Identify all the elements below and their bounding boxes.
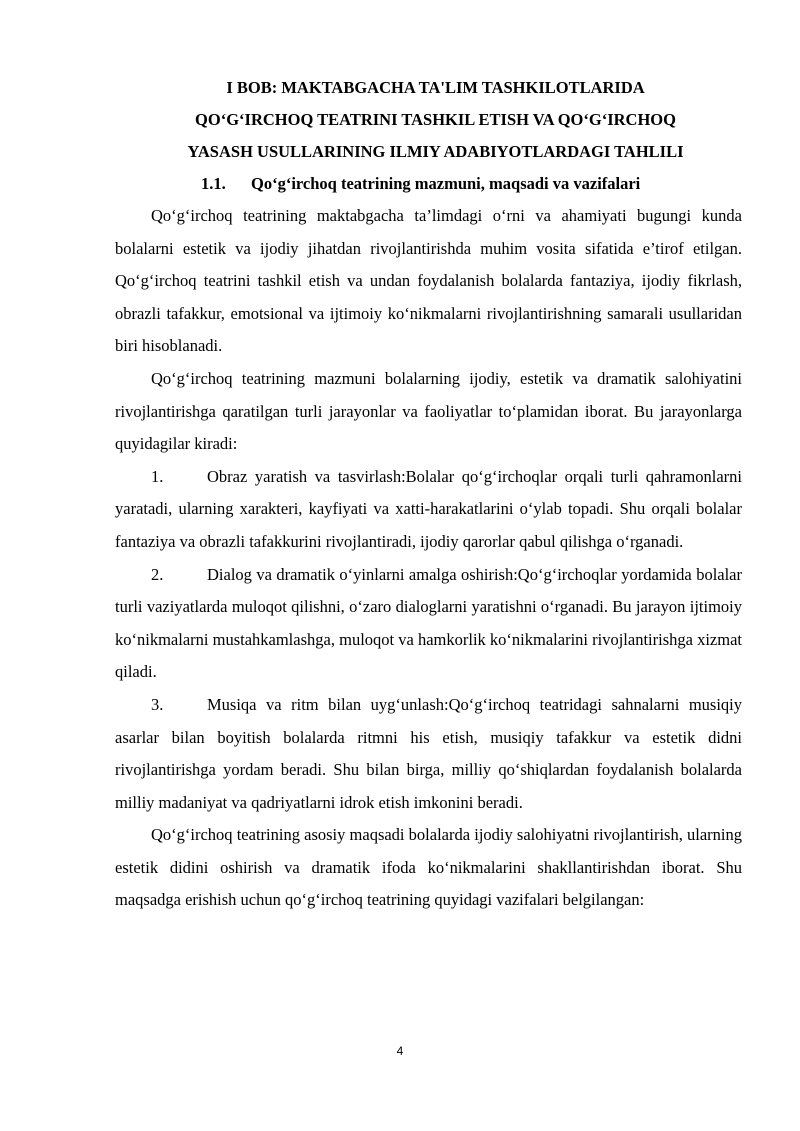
page-number: 4 — [396, 1044, 404, 1058]
list-item-text: Dialog va dramatik o‘yinlarni amalga oshirish:Qo‘g‘irchoqlar yordamida bolalar turli vaziyatlarda muloqot qilishni, o‘zaro dialoglarni yaratishni o‘rganadi. Bu jarayon ijtimoiy ko‘nikmalarni mustahkamlashga, muloqot va hamkorlik ko‘nikmalarini rivojlantirishga xizmat qiladi. — [115, 564, 742, 682]
section-title-text: Qo‘g‘irchoq teatrining mazmuni, maqsadi va vazifalari — [251, 174, 641, 193]
paragraph-intro: Qo‘g‘irchoq teatrining maktabgacha ta’limdagi o‘rni va ahamiyati bugungi kunda bolalarni estetik va ijodiy jihatdan rivojlantirishda muhim vosita sifatida e’tirof etilgan. Qo‘g‘irchoq teatrini tashkil etish va undan foydalanish bolalarda fantaziya, ijodiy fikrlash, obrazli tafakkur, emotsional va ijtimoiy ko‘nikmalarni rivojlantirishning samarali usullaridan biri hisoblanadi. — [115, 206, 742, 356]
chapter-title-line-1: I BOB: MAKTABGACHA TA'LIM TASHKILOTLARIDA — [226, 78, 645, 97]
list-item-text: Obraz yaratish va tasvirlash:Bolalar qo‘g‘irchoqlar orqali turli qahramonlarni yaratadi, ularning xarakteri, kayfiyati va xatti-harakatlarini o‘ylab topadi. Shu orqali bolalar fantaziya va obrazli tafakkurini rivojlantiradi, ijodiy qarorlar qabul qilishga o‘rganadi. — [115, 466, 742, 551]
chapter-title-line-2: QO‘G‘IRCHOQ TEATRINI TASHKIL ETISH VA QO‘G‘IRCHOQ — [195, 110, 676, 129]
paragraph-goal: Qo‘g‘irchoq teatrining asosiy maqsadi bolalarda ijodiy salohiyatni rivojlantirish, ularning estetik didini oshirish va dramatik ifoda ko‘nikmalarini shakllantirishdan iborat. Shu maqsadga erishish uchun qo‘g‘irchoq teatrining quyidagi vazifalari belgilangan: — [115, 825, 742, 910]
document-page — [115, 72, 742, 917]
chapter-title — [115, 72, 742, 168]
chapter-title-line-3: YASASH USULLARINING ILMIY ADABIYOTLARDAGI TAHLILI — [187, 142, 684, 161]
section-title — [115, 168, 742, 200]
list-item-number: 1. — [151, 466, 164, 486]
list-item-number: 3. — [151, 694, 164, 714]
list-item — [115, 461, 742, 559]
paragraph-content: Qo‘g‘irchoq teatrining mazmuni bolalarning ijodiy, estetik va dramatik salohiyatini rivojlantirishga qaratilgan turli jarayonlar va faoliyatlar to‘plamidan iborat. Bu jarayonlarga quyidagilar kiradi: — [115, 368, 742, 454]
list-item-number: 2. — [151, 564, 164, 584]
list-item — [115, 689, 742, 819]
section-number: 1.1. — [201, 174, 226, 193]
list-item — [115, 559, 742, 689]
list-item-text: Musiqa va ritm bilan uyg‘unlash:Qo‘g‘irchoq teatridagi sahnalarni musiqiy asarlar bilan boyitish bolalarda ritmni his etish, musiqiy tafakkur va estetik didni rivojlantirishga yordam beradi. Shu bilan birga, milliy qo‘shiqlardan foydalanish bolalarda milliy madaniyat va qadriyatlarni idrok etish imkonini beradi. — [115, 694, 742, 812]
